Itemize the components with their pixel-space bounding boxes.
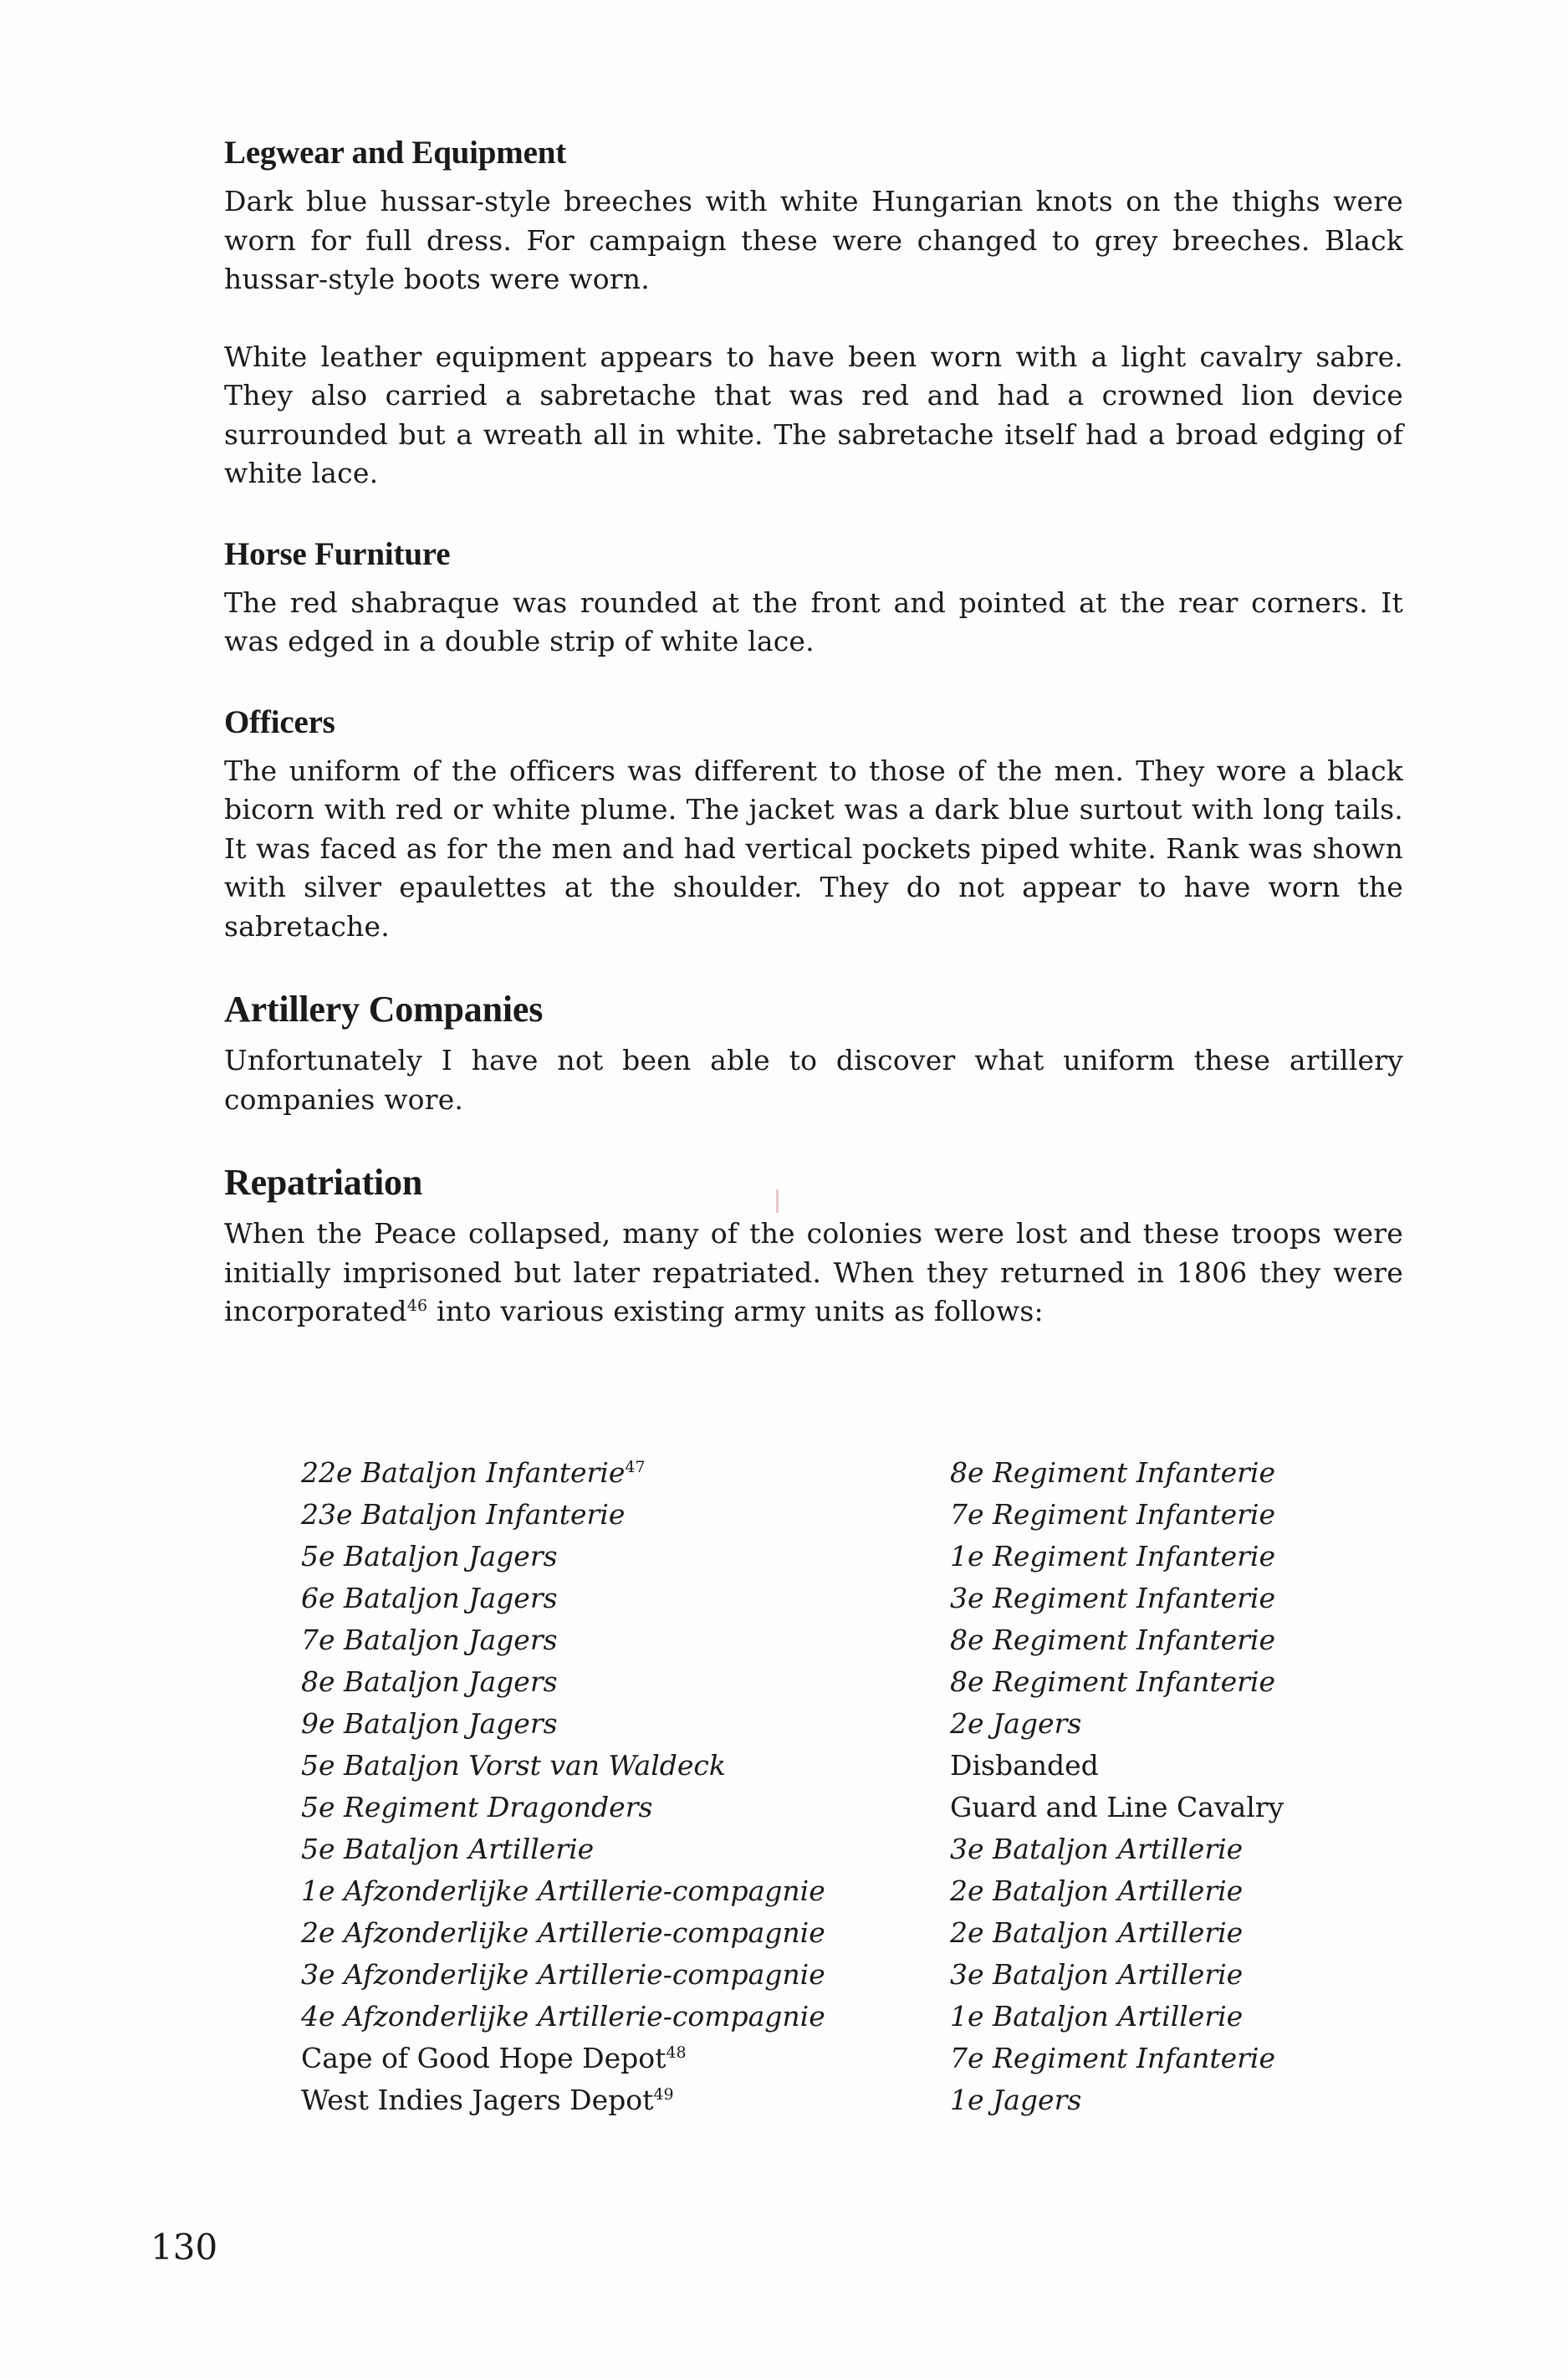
mapping-to: 7e Regiment Infanterie [950,1498,1275,1531]
paragraph [224,1215,1403,1332]
mapping-from: 9e Bataljon Jagers [301,1707,558,1740]
footnote-marker: 46 [406,1296,428,1315]
mapping-to: 8e Regiment Infanterie [950,1456,1275,1489]
mapping-row [301,1870,1430,1912]
mapping-to: 2e Bataljon Artillerie [950,1874,1244,1907]
mapping-row [301,1452,1430,1494]
paragraph-text: into various existing army units as follows: [427,1295,1044,1327]
mapping-from: 5e Bataljon Vorst van Waldeck [301,1749,726,1782]
mapping-from: 3e Afzonderlijke Artillerie-compagnie [301,1958,825,1991]
section-heading: Artillery Companies [224,989,544,1030]
mapping-from: 23e Bataljon Infanterie [301,1498,626,1531]
unit-mapping-list [301,1452,1430,2121]
mapping-row [301,1912,1430,1954]
mapping-from: West Indies Jagers Depot$^{49}$ [301,2084,674,2116]
section-repatriation [224,1161,1403,1332]
section-legwear [224,134,1403,493]
paragraph: White leather equipment appears to have been worn with a light cavalry sabre. They also carried a sabretache that was red and had a crowned lion device surrounded but a wreath all in white. The sabretache itself had a broad edging of white lace. [224,340,1403,489]
mapping-from: 4e Afzonderlijke Artillerie-compagnie [301,2000,825,2033]
mapping-from: 8e Bataljon Jagers [301,1665,558,1698]
page-body [224,134,1403,1372]
mapping-row [301,1578,1430,1619]
mapping-row [301,1787,1430,1828]
mapping-row [301,1661,1430,1703]
mapping-row [301,2038,1430,2079]
mapping-from: Cape of Good Hope Depot$^{48}$ [301,2042,687,2074]
mapping-row [301,1828,1430,1870]
section-heading: Legwear and Equipment [224,135,566,171]
stray-mark [776,1189,779,1213]
mapping-from: 5e Bataljon Artillerie [301,1833,595,1865]
mapping-to: 3e Bataljon Artillerie [950,1833,1244,1865]
mapping-to: 2e Jagers [950,1707,1082,1740]
mapping-from: 1e Afzonderlijke Artillerie-compagnie [301,1874,825,1907]
mapping-to: Guard and Line Cavalry [950,1791,1285,1823]
mapping-from: 2e Afzonderlijke Artillerie-compagnie [301,1916,825,1949]
mapping-from: 5e Bataljon Jagers [301,1540,558,1573]
mapping-from: 7e Bataljon Jagers [301,1624,558,1656]
mapping-to: 7e Regiment Infanterie [950,2042,1275,2074]
mapping-to: 2e Bataljon Artillerie [950,1916,1244,1949]
footnote-marker: 49 [653,2085,674,2104]
paragraph: Dark blue hussar-style breeches with white Hungarian knots on the thighs were worn for full dress. For campaign these were changed to grey breeches. Black hussar-style boots were worn. [224,185,1403,295]
mapping-row [301,1996,1430,2038]
mapping-row [301,1494,1430,1536]
section-artillery-companies [224,988,1403,1119]
mapping-row [301,1745,1430,1787]
section-officers [224,703,1403,947]
mapping-from: 22e Bataljon Infanterie$^{47}$ [301,1456,646,1489]
mapping-row [301,1536,1430,1578]
paragraph-text: When the Peace collapsed, many of the colonies were lost and these troops were initially imprisoned but later repatriated. When they returned in 1806 they were incorporated [224,1217,1403,1327]
mapping-row [301,2079,1430,2121]
mapping-to: 1e Bataljon Artillerie [950,2000,1244,2033]
footnote-marker: 48 [666,2043,687,2062]
paragraph: The red shabraque was rounded at the front and pointed at the rear corners. It was edged in a double strip of white lace. [224,586,1403,657]
section-heading: Repatriation [224,1162,423,1203]
section-heading: Officers [224,703,335,740]
mapping-to: 8e Regiment Infanterie [950,1665,1275,1698]
mapping-to: Disbanded [950,1749,1099,1782]
section-horse-furniture [224,535,1403,662]
mapping-to: 3e Regiment Infanterie [950,1582,1275,1614]
section-heading: Horse Furniture [224,535,451,572]
mapping-to: 1e Regiment Infanterie [950,1540,1275,1573]
footnote-marker: 47 [625,1458,646,1476]
paragraph: Unfortunately I have not been able to discover what uniform these artillery companies wore. [224,1044,1403,1116]
paragraph: The uniform of the officers was different to those of the men. They wore a black bicorn with red or white plume. The jacket was a dark blue surtout with long tails. It was faced as for the men and had vertical pockets piped white. Rank was shown with silver epaulettes at the shoulder. They do not appear to have worn the sabretache. [224,754,1403,943]
mapping-row [301,1954,1430,1996]
page-number: 130 [151,2227,218,2268]
mapping-to: 3e Bataljon Artillerie [950,1958,1244,1991]
mapping-row [301,1619,1430,1661]
mapping-to: 1e Jagers [950,2084,1082,2116]
mapping-from: 6e Bataljon Jagers [301,1582,558,1614]
mapping-row [301,1703,1430,1745]
mapping-from: 5e Regiment Dragonders [301,1791,653,1823]
mapping-to: 8e Regiment Infanterie [950,1624,1275,1656]
